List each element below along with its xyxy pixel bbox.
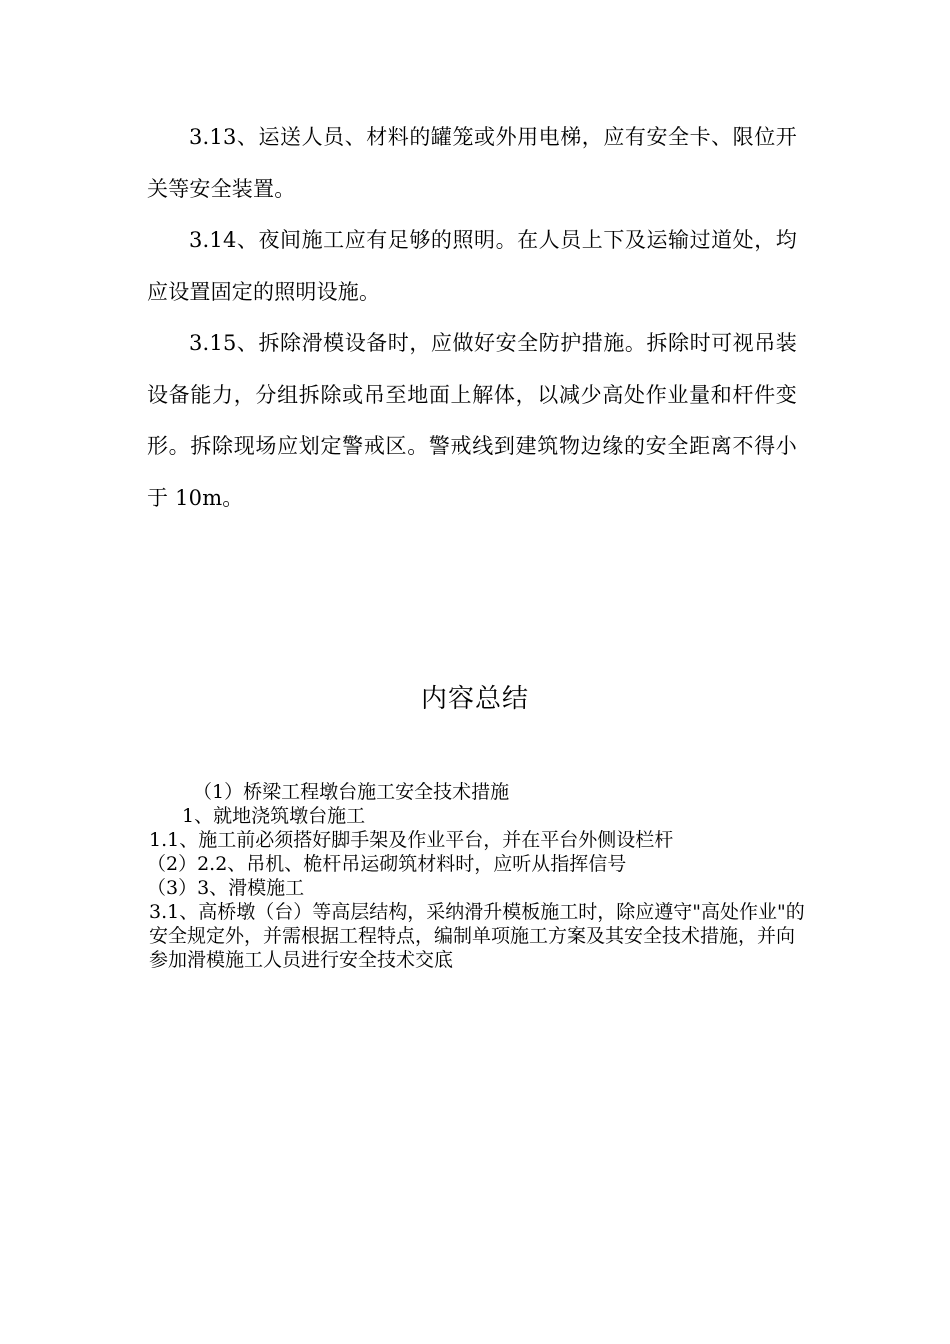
body-section — [147, 112, 797, 524]
summary-line: （1）桥梁工程墩台施工安全技术措施 — [193, 781, 510, 803]
summary-line: （3）3、滑模施工 — [147, 877, 305, 899]
summary-line: （2）2.2、吊机、桅杆吊运砌筑材料时，应听从指挥信号 — [147, 853, 627, 875]
summary-list — [147, 780, 807, 972]
paragraph-3-14: 3.14、夜间施工应有足够的照明。在人员上下及运输过道处，均应设置固定的照明设施。 — [147, 228, 797, 304]
paragraph-3-13: 3.13、运送人员、材料的罐笼或外用电梯，应有安全卡、限位开关等安全装置。 — [147, 125, 797, 201]
summary-line: 3.1、高桥墩（台）等高层结构，采纳滑升模板施工时，除应遵守"高处作业"的安全规定外，并需根据工程特点，编制单项施工方案及其安全技术措施，并向参加滑模施工人员进行安全技术交底 — [149, 901, 805, 971]
summary-line: 1、就地浇筑墩台施工 — [182, 805, 366, 827]
paragraph-3-15: 3.15、拆除滑模设备时，应做好安全防护措施。拆除时可视吊装设备能力，分组拆除或吊至地面上解体，以减少高处作业量和杆件变形。拆除现场应划定警戒区。警戒线到建筑物边缘的安全距离不得小于 10m。 — [147, 331, 797, 510]
summary-title: 内容总结 — [420, 684, 529, 714]
summary-line: 1.1、施工前必须搭好脚手架及作业平台，并在平台外侧设栏杆 — [149, 829, 674, 851]
